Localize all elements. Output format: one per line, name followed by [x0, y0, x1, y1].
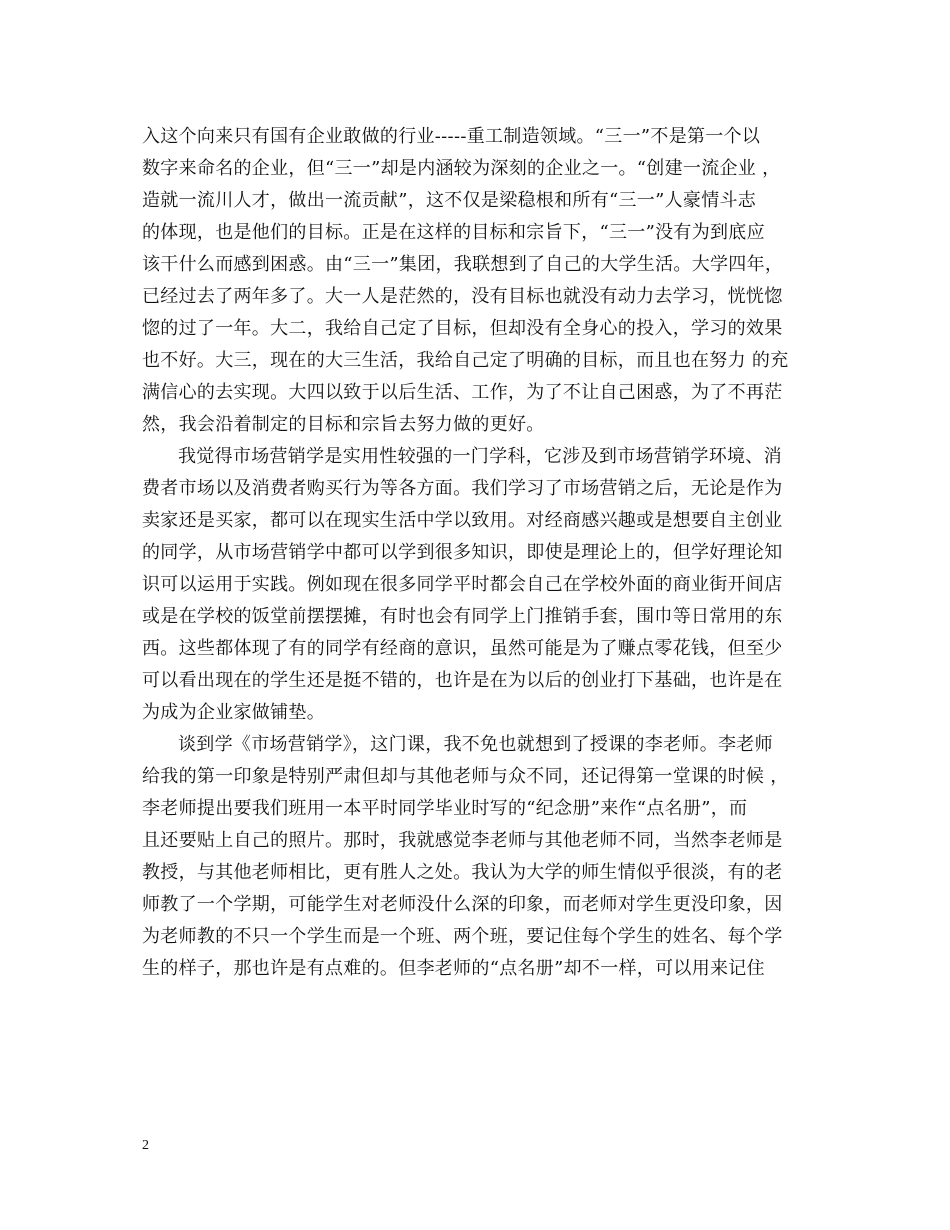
text-line: 给我的第一印象是特别严肃但却与其他老师与众不同，还记得第一堂课的时候 ，: [142, 766, 789, 787]
text-line: 识可以运用于实践。例如现在很多同学平时都会自己在学校外面的商业街开间店: [142, 574, 783, 595]
text-line: 可以看出现在的学生还是挺不错的，也许是在为以后的创业打下基础，也许是在: [142, 670, 783, 691]
text-line: 且还要贴上自己的照片。那时，我就感觉李老师与其他老师不同，当然李老师是: [142, 830, 783, 851]
text-line: 费者市场以及消费者购买行为等各方面。我们学习了市场营销之后，无论是作为: [142, 478, 783, 499]
text-line: 满信心的去实现。大四以致于以后生活、工作，为了不让自己困惑，为了不再茫: [142, 382, 783, 403]
text-line: 我觉得市场营销学是实用性较强的一门学科，它涉及到市场营销学环境、消: [178, 446, 782, 467]
text-line: 也不好。大三，现在的大三生活，我给自己定了明确的目标，而且也在努力 的充: [142, 350, 789, 371]
text-line: 造就一流川人才，做出一流贡献”，这不仅是梁稳根和所有“三一”人豪情斗志: [142, 190, 757, 211]
text-line: 或是在学校的饭堂前摆摆摊，有时也会有同学上门推销手套，围巾等日常用的东: [142, 606, 783, 627]
page-number: 2: [142, 1138, 149, 1153]
text-line: 师教了一个学期，可能学生对老师没什么深的印象，而老师对学生更没印象，因: [142, 894, 783, 915]
text-line: 数字来命名的企业，但“三一”却是内涵较为深刻的企业之一。“创建一流企业 ，: [142, 158, 781, 179]
text-line: 教授，与其他老师相比，更有胜人之处。我认为大学的师生情似乎很淡，有的老: [142, 862, 783, 883]
text-line: 入这个向来只有国有企业敢做的行业-----重工制造领域。“三一”不是第一个以: [142, 126, 761, 147]
text-line: 已经过去了两年多了。大一人是茫然的，没有目标也就没有动力去学习，恍恍惚: [142, 286, 783, 307]
text-line: 为老师教的不只一个学生而是一个班、两个班，要记住每个学生的姓名、每个学: [142, 926, 783, 947]
text-line: 的同学，从市场营销学中都可以学到很多知识，即使是理论上的，但学好理论知: [142, 542, 783, 563]
text-line: 卖家还是买家，都可以在现实生活中学以致用。对经商感兴趣或是想要自主创业: [142, 510, 783, 531]
text-line: 西。这些都体现了有的同学有经商的意识，虽然可能是为了赚点零花钱，但至少: [142, 638, 783, 659]
text-line: 为成为企业家做铺垫。: [142, 702, 325, 723]
text-line: 李老师提出要我们班用一本平时同学毕业时写的“纪念册”来作“点名册”，而: [142, 798, 748, 819]
text-line: 谈到学《市场营销学》，这门课，我不免也就想到了授课的李老师。李老师: [178, 734, 773, 755]
text-line: 惚的过了一年。大二，我给自己定了目标，但却没有全身心的投入，学习的效果: [142, 318, 783, 339]
text-line: 的体现，也是他们的目标。正是在这样的目标和宗旨下，“三一”没有为到底应: [142, 222, 765, 243]
text-line: 该干什么而感到困惑。由“三一”集团，我联想到了自己的大学生活。大学四年，: [142, 254, 784, 275]
text-line: 生的样子，那也许是有点难的。但李老师的“点名册”却不一样，可以用来记住: [142, 958, 765, 979]
text-line: 然，我会沿着制定的目标和宗旨去努力做的更好。: [142, 414, 545, 435]
